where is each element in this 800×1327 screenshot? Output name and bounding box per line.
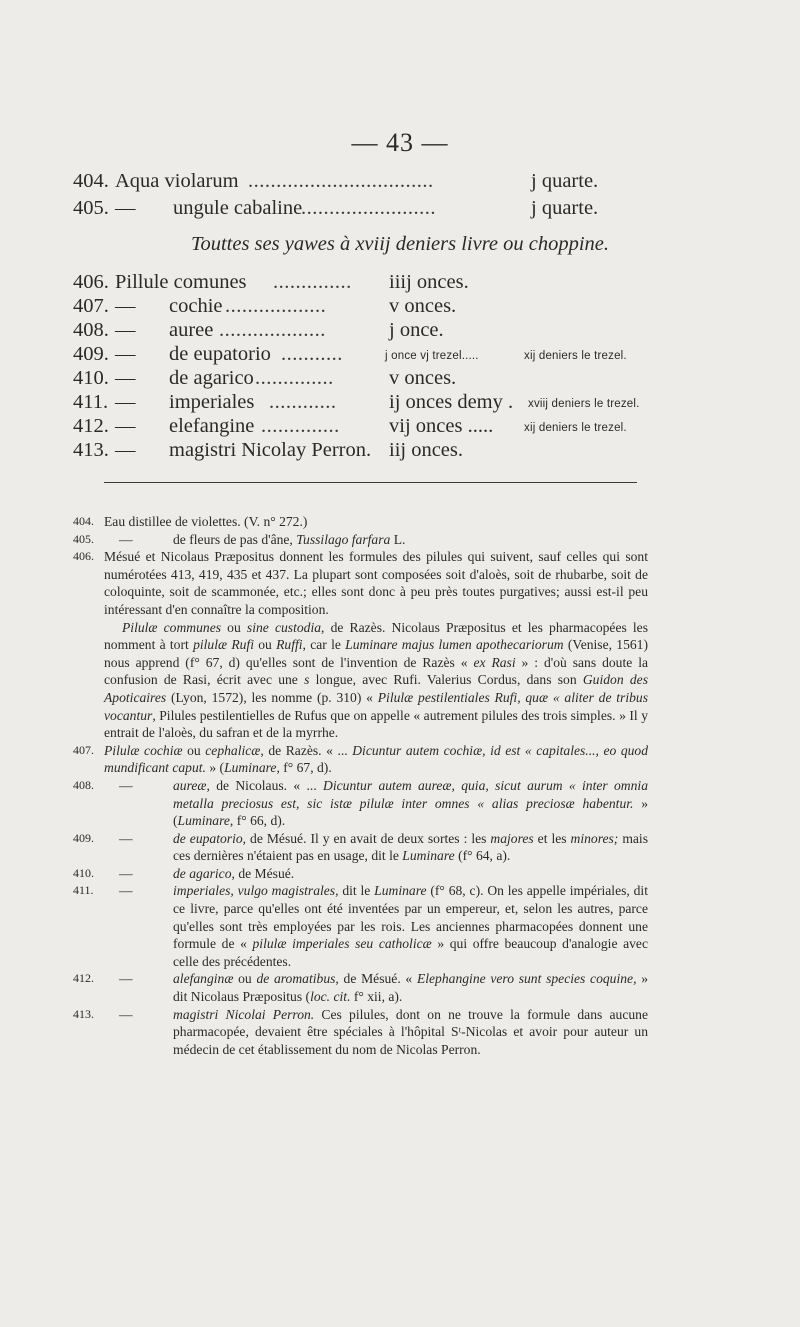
text: longue, avec Rufi. Valerius Cordus, dans son xyxy=(309,672,583,688)
note-411 xyxy=(73,882,648,970)
italic-text: Pilulæ cochiæ xyxy=(104,742,183,758)
entry-quantity: j quarte. xyxy=(531,170,599,192)
italic-text: Luminare xyxy=(177,813,230,829)
italic-text: s xyxy=(304,672,310,688)
entry-price: xij deniers le trezel. xyxy=(524,422,627,434)
ditto-mark: — xyxy=(115,319,136,341)
text: mais ces dernières n'étaient pas en usage, dit le xyxy=(173,830,648,864)
text: de fleurs de pas d'âne, xyxy=(173,531,297,547)
text: , Pilules pestilentielles de Rufus que on appelle « autrement pilules des trois simples. » Il y entrait de l'aloès, du safran et de la myrrhe. xyxy=(104,707,648,741)
footnotes xyxy=(73,513,648,1058)
note-number: 408. xyxy=(73,777,94,792)
note-407 xyxy=(73,742,648,777)
entry-number: 405. xyxy=(73,197,109,219)
italic-text: Tussilago farfara xyxy=(296,531,391,547)
leader-dots: .............. xyxy=(273,271,352,293)
note-number: 413. xyxy=(73,1006,94,1021)
note-number: 409. xyxy=(73,830,94,845)
italic-text: Luminare majus lumen apothecariorum xyxy=(345,637,564,653)
entry-number: 412. xyxy=(73,415,109,437)
note-404 xyxy=(73,513,648,531)
text: » ( xyxy=(205,760,225,776)
leader-dots: ........................ xyxy=(301,197,436,219)
note-text xyxy=(173,1006,648,1059)
ditto-mark: — xyxy=(115,197,136,219)
italic-text: minores; xyxy=(570,830,619,846)
ditto-mark: — xyxy=(115,415,136,437)
entry-name: Aqua violarum xyxy=(115,170,239,192)
text: ou xyxy=(253,637,277,653)
text: L. xyxy=(390,531,406,547)
note-number: 407. xyxy=(73,742,94,757)
ditto-mark: — xyxy=(115,391,136,413)
text: , de Mésué. « xyxy=(335,971,417,987)
note-number: 410. xyxy=(73,865,94,880)
entry-name: auree xyxy=(169,319,214,341)
italic-text: loc. cit. xyxy=(310,989,351,1005)
italic-text: Pilulæ pestilentiales Rufi, quæ « aliter de tribus vocantur xyxy=(104,689,648,723)
entry-quantity: iiij onces. xyxy=(389,271,469,293)
note-408 xyxy=(73,777,648,830)
entry-name: imperiales xyxy=(169,391,255,413)
italic-text: aureæ xyxy=(173,777,207,793)
text: ou xyxy=(233,971,257,987)
italic-text: de eupatorio xyxy=(173,830,243,846)
entry-name: cochie xyxy=(169,295,223,317)
entry-quantity: j quarte. xyxy=(531,197,599,219)
italic-text: de agarico xyxy=(173,865,232,881)
leader-dots: .............. xyxy=(261,415,340,437)
note-text xyxy=(173,830,648,865)
italic-text: Luminare xyxy=(224,760,277,776)
italic-text: Dicuntur autem cochiæ, id est « capitales..., eo quod mundificant caput. xyxy=(104,742,649,776)
note-text xyxy=(173,777,648,830)
entry-quantity: j once vj trezel..... xyxy=(385,350,479,362)
entry-name: Pillule comunes xyxy=(115,271,247,293)
ditto-mark: — xyxy=(119,865,133,881)
note-text xyxy=(173,531,648,549)
ditto-mark: — xyxy=(115,343,136,365)
entry-quantity: v onces. xyxy=(389,367,457,389)
text: (Venise, 1561) nous apprend (f° 67, d) qu'elles sont de l'invention de Razès « xyxy=(104,637,649,670)
entry-name: de eupatorio xyxy=(169,343,271,365)
entry-number: 406. xyxy=(73,271,109,293)
text: (f° 68, c). On les appelle impériales, dit ce livre, parce qu'elles ont été inventées par un empereur, et, selon les autres, parce qu'elles sont très employées par les rois. Les anciennes pharmacopées donnent une formule de « xyxy=(173,883,648,952)
italic-text: alefanginæ xyxy=(173,971,234,987)
ditto-mark: — xyxy=(115,295,136,317)
entry-price: xij deniers le trezel. xyxy=(524,350,627,362)
entry-name: ungule cabaline xyxy=(173,197,303,219)
ditto-mark: — xyxy=(119,1006,133,1022)
text: , dit le xyxy=(335,883,375,899)
entry-quantity: vij onces ..... xyxy=(389,415,494,437)
ditto-mark: — xyxy=(119,531,133,547)
ditto-mark: — xyxy=(119,971,133,987)
entry-name: elefangine xyxy=(169,415,255,437)
text: , f° 66, d). xyxy=(229,813,286,829)
text: , de Razès. Nicolaus Præpositus et les pharmacopées les nomment à tort xyxy=(104,619,649,653)
leader-dots: ................................. xyxy=(248,170,434,192)
italic-text: Luminare xyxy=(374,883,427,899)
text: et les xyxy=(533,830,571,846)
text: f° xii, a). xyxy=(350,989,403,1005)
text: ou xyxy=(182,742,206,758)
entry-number: 404. xyxy=(73,170,109,192)
italic-text: imperiales, vulgo magistrales xyxy=(173,883,336,899)
entry-name: magistri Nicolay Perron. xyxy=(169,439,372,461)
ditto-mark: — xyxy=(119,777,133,793)
note-number: 411. xyxy=(73,883,94,898)
italic-text: Elephangine vero sunt species coquine, xyxy=(416,971,637,987)
leader-dots: ................... xyxy=(219,319,326,341)
text: » dit Nicolaus Præpositus ( xyxy=(173,971,648,1005)
note-number: 412. xyxy=(73,971,94,986)
note-406 xyxy=(73,548,648,742)
section-heading: Touttes ses yawes à xviij deniers livre ou choppine. xyxy=(190,233,610,255)
text: » : d'où sans doute la confusion de Rasi, écrit avec une xyxy=(104,654,648,688)
ditto-mark: — xyxy=(119,883,133,899)
italic-text: Pilulæ communes xyxy=(122,619,222,635)
entry-quantity: j once. xyxy=(389,319,444,341)
note-413 xyxy=(73,1006,648,1059)
ditto-mark: — xyxy=(119,830,133,846)
note-410 xyxy=(73,865,648,883)
note-text: Eau distillee de violettes. (V. n° 272.) xyxy=(104,514,308,529)
text: , de Mésué. xyxy=(231,865,295,881)
note-number: 406. xyxy=(73,549,94,564)
entry-number: 411. xyxy=(73,391,109,413)
text: (f° 64, a). xyxy=(454,848,511,864)
leader-dots: ........... xyxy=(281,343,343,365)
text: , car le xyxy=(302,637,346,653)
note-409 xyxy=(73,830,648,865)
note-405 xyxy=(73,531,648,549)
text: » qui offre beaucoup d'analogie avec celle des précédentes. xyxy=(173,936,648,969)
entry-name: de agarico xyxy=(169,367,254,389)
italic-text: de aromatibus xyxy=(256,971,336,987)
text: » ( xyxy=(173,795,648,829)
text: Ces pilules, dont on ne trouve la formule dans aucune pharmacopée, devaient être spéciales à l'hôpital Sᵗ-Nicolas et avoir pour auteur un médecin de cet établissement du nom de Nicolas Perron. xyxy=(173,1006,648,1057)
italic-text: pilulæ Rufi xyxy=(193,637,254,653)
footnote-divider xyxy=(104,482,637,483)
italic-text: Dicuntur autem aureæ, quia, sicut aurum « inter omnia metalla preciosus est, sic istæ pilulæ inter omnes « alias preciosæ habentur. xyxy=(173,777,648,811)
italic-text: Ruffi xyxy=(276,637,303,653)
entry-quantity: ij onces demy . xyxy=(389,391,514,413)
text: , de Mésué. Il y en avait de deux sortes : les xyxy=(242,830,491,846)
note-412 xyxy=(73,970,648,1005)
text: ou xyxy=(221,619,247,635)
leader-dots: ............ xyxy=(269,391,337,413)
note-text: Mésué et Nicolaus Præpositus donnent les formules des pilules qui suivent, sauf celles qui sont numérotées 413, 419, 435 et 437. La plupart sont composées soit d'aloès, soit de rhubarbe, soit de coloquinte, soit de scammonée, etc.; elles sont donc à peu près toutes purgatives; aussi est-il peu intéressant d'en connaître la composition. xyxy=(104,549,648,617)
note-text xyxy=(104,742,648,777)
italic-text: Guidon des Apoticaires xyxy=(104,672,648,705)
italic-text: cephalicæ xyxy=(205,742,261,758)
entry-number: 410. xyxy=(73,367,109,389)
italic-text: Luminare xyxy=(402,848,455,864)
note-number: 405. xyxy=(73,531,94,546)
entry-number: 409. xyxy=(73,343,109,365)
italic-text: majores xyxy=(490,830,534,846)
leader-dots: .............. xyxy=(255,367,334,389)
text: , de Nicolaus. « ... xyxy=(206,777,324,793)
note-text xyxy=(173,882,648,970)
text: , de Razès. « ... xyxy=(260,742,353,758)
entry-quantity: v onces. xyxy=(389,295,457,317)
ditto-mark: — xyxy=(115,439,136,461)
note-text xyxy=(173,970,648,1005)
leader-dots: .................. xyxy=(225,295,327,317)
entry-number: 413. xyxy=(73,439,109,461)
text: (Lyon, 1572), les nomme (p. 310) « xyxy=(166,689,378,705)
italic-text: pilulæ imperiales seu catholicæ xyxy=(252,936,432,952)
text: , f° 67, d). xyxy=(276,760,332,776)
entry-quantity: iij onces. xyxy=(389,439,464,461)
italic-text: magistri Nicolai Perron. xyxy=(173,1006,315,1022)
note-number: 404. xyxy=(73,514,94,528)
entry-number: 407. xyxy=(73,295,109,317)
italic-text: sine custodia xyxy=(246,619,322,635)
italic-text: ex Rasi xyxy=(473,654,516,670)
entry-price: xviij deniers le trezel. xyxy=(528,398,640,410)
note-text xyxy=(173,865,648,883)
entry-number: 408. xyxy=(73,319,109,341)
ditto-mark: — xyxy=(115,367,136,389)
note-paragraph xyxy=(104,619,648,742)
page-number: — 43 — xyxy=(351,128,449,157)
